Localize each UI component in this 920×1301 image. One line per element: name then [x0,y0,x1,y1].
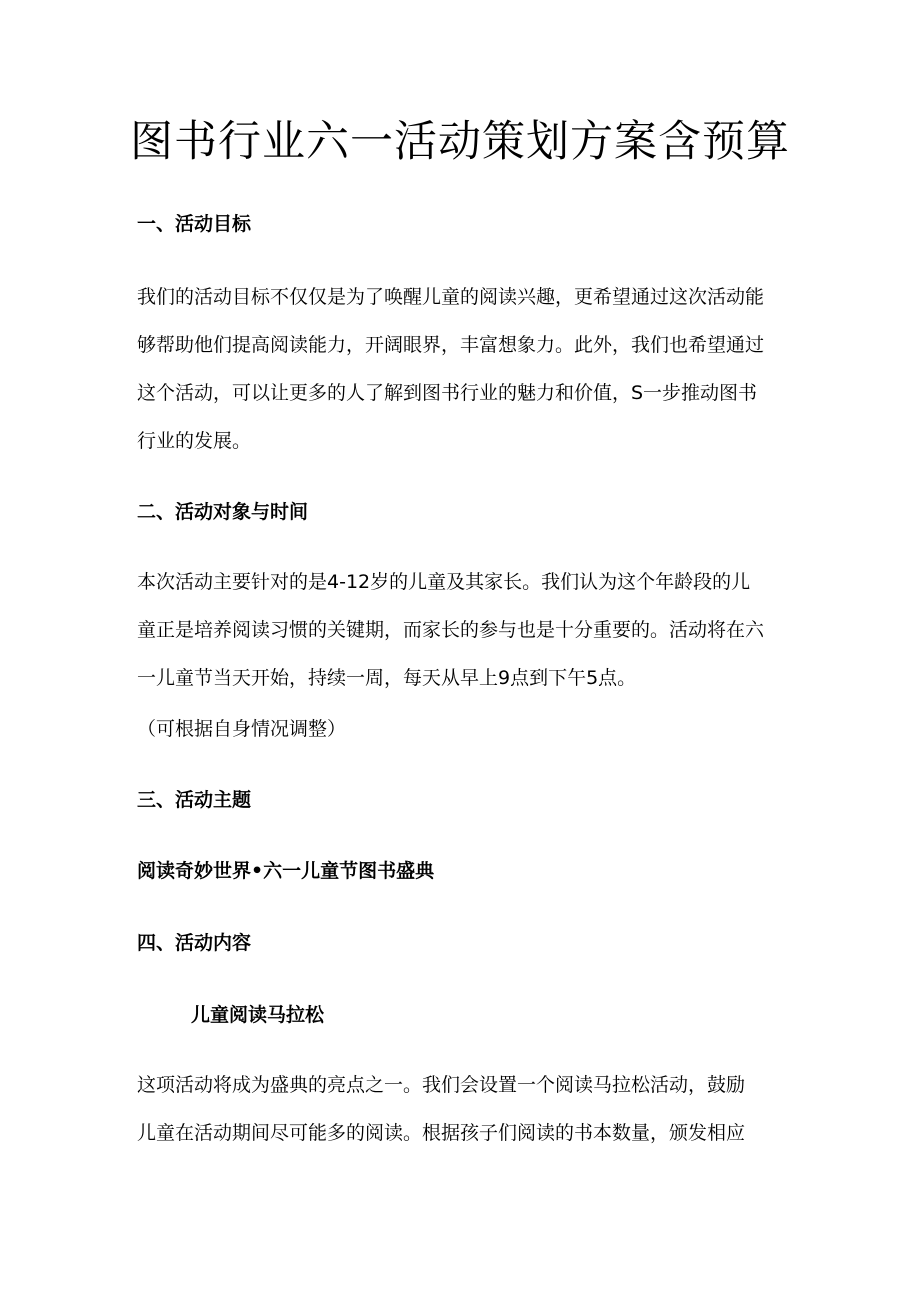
subheading-reading-marathon: 儿童阅读马拉松 [191,1004,325,1026]
paragraph-line: 一儿童节当天开始，持续一周，每天从早上9点到下午5点。 [137,667,637,689]
paragraph-line: 够帮助他们提高阅读能力，开阔眼界，丰富想象力。此外，我们也希望通过 [137,334,765,356]
paragraph-line: 儿童在活动期间尽可能多的阅读。根据孩子们阅读的书本数量，颁发相应 [137,1122,746,1144]
document-title: 图书行业六一活动策划方案含预算 [130,117,790,167]
section-heading-content: 四、活动内容 [137,932,252,954]
section-heading-goal: 一、活动目标 [137,213,252,235]
section-heading-theme: 三、活动主题 [137,789,252,811]
adjustment-note: （可根据自身情况调整） [137,718,347,740]
paragraph-line: 这个活动，可以让更多的人了解到图书行业的魅力和价值，S一步推动图书 [137,382,758,404]
paragraph-line: 本次活动主要针对的是4-12岁的儿童及其家长。我们认为这个年龄段的儿 [137,571,751,593]
paragraph-line: 童正是培养阅读习惯的关键期，而家长的参与也是十分重要的。活动将在六 [137,619,765,641]
paragraph-line: 我们的活动目标不仅仅是为了唤醒儿童的阅读兴趣，更希望通过这次活动能 [137,286,765,308]
section-heading-audience: 二、活动对象与时间 [137,501,309,523]
paragraph-content [137,1061,797,1157]
paragraph-audience [137,558,797,702]
paragraph-line: 行业的发展。 [137,430,252,452]
activity-theme-text: 阅读奇妙世界•六一儿童节图书盛典 [137,860,435,882]
paragraph-line: 这项活动将成为盛典的亮点之一。我们会设置一个阅读马拉松活动，鼓励 [137,1074,746,1096]
paragraph-goal [137,273,797,465]
